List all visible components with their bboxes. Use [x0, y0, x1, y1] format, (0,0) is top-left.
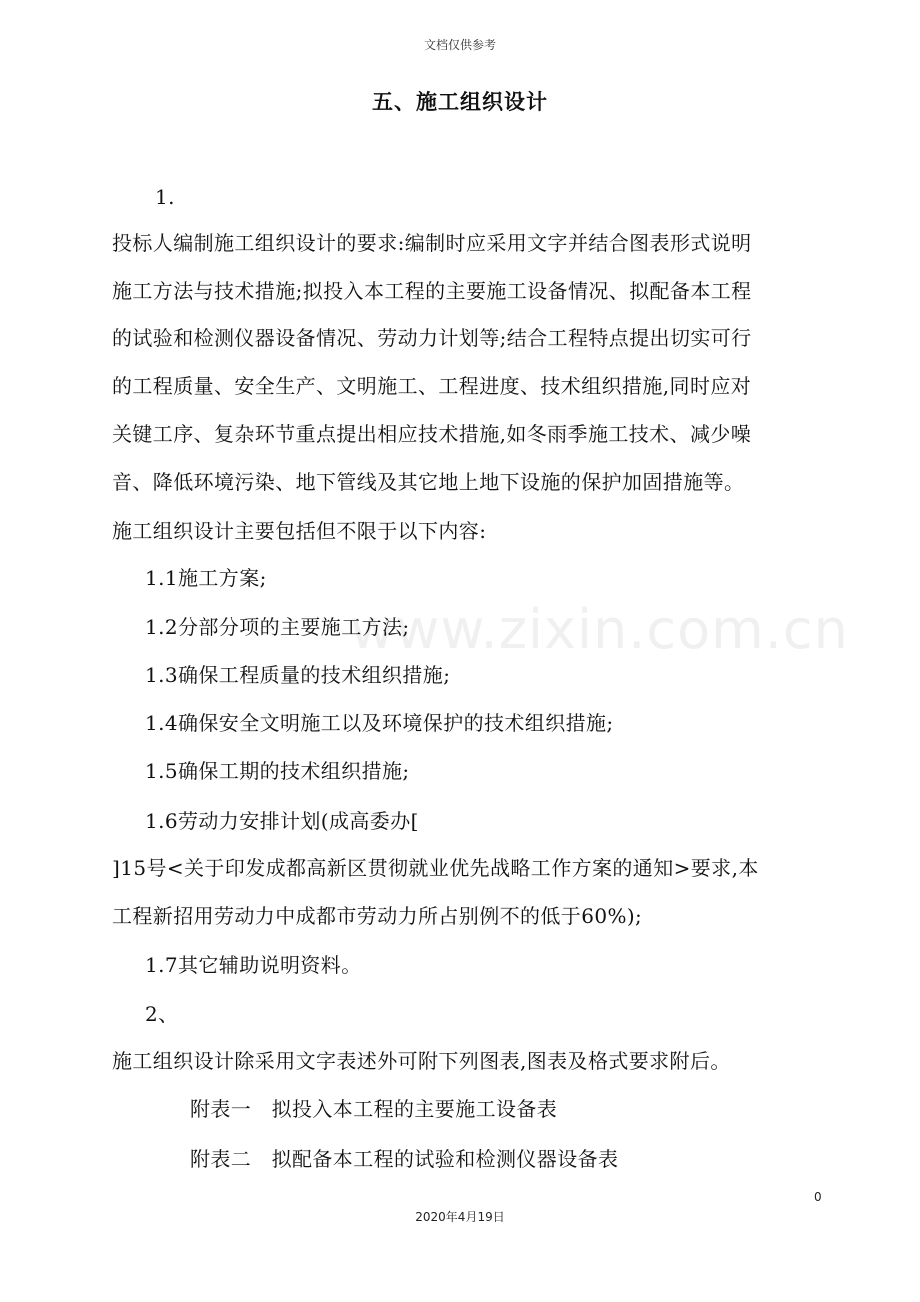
header-note: 文档仅供参考 [423, 38, 496, 52]
appendix-table-item: 附表一 拟投入本工程的主要施工设备表 [190, 1097, 558, 1121]
paragraph-line: 施工组织设计除采用文字表述外可附下列图表,图表及格式要求附后。 [112, 1049, 731, 1073]
list-item: 1.6劳动力安排计划(成高委办[ [145, 809, 419, 833]
paragraph-line: 的试验和检测仪器设备情况、劳动力计划等;结合工程特点提出切实可行 [112, 326, 752, 350]
paragraph-line: 的工程质量、安全生产、文明施工、工程进度、技术组织措施,同时应对 [112, 374, 752, 398]
list-item: 1.5确保工期的技术组织措施; [145, 759, 410, 783]
page-title: 五、施工组织设计 [372, 90, 548, 114]
paragraph-line: 施工方法与技术措施;拟投入本工程的主要施工设备情况、拟配备本工程 [112, 279, 752, 303]
list-item: 1.4确保安全文明施工以及环境保护的技术组织措施; [145, 711, 614, 735]
paragraph-line: 施工组织设计主要包括但不限于以下内容: [112, 519, 487, 543]
section-number-1: 1. [155, 185, 175, 209]
list-item: 1.2分部分项的主要施工方法; [145, 615, 410, 639]
list-item: 1.3确保工程质量的技术组织措施; [145, 663, 451, 687]
paragraph-line: 工程新招用劳动力中成都市劳动力所占别例不的低于60%); [112, 904, 643, 928]
appendix-table-item: 附表二 拟配备本工程的试验和检测仪器设备表 [190, 1147, 619, 1171]
list-item: 1.7其它辅助说明资料。 [145, 953, 362, 977]
footer-date: 2020年4月19日 [415, 1210, 505, 1224]
page-number: 0 [814, 1190, 822, 1204]
paragraph-line: ]15号<关于印发成都高新区贯彻就业优先战略工作方案的通知>要求,本 [112, 856, 759, 880]
paragraph-line: 音、降低环境污染、地下管线及其它地上地下设施的保护加固措施等。 [112, 470, 745, 494]
paragraph-line: 关键工序、复杂环节重点提出相应技术措施,如冬雨季施工技术、减少噪 [112, 422, 752, 446]
paragraph-line: 投标人编制施工组织设计的要求:编制时应采用文字并结合图表形式说明 [112, 231, 752, 255]
section-number-2: 2、 [145, 1002, 179, 1026]
watermark: www.zixin.com.cn [350, 598, 849, 661]
list-item: 1.1施工方案; [145, 566, 267, 590]
